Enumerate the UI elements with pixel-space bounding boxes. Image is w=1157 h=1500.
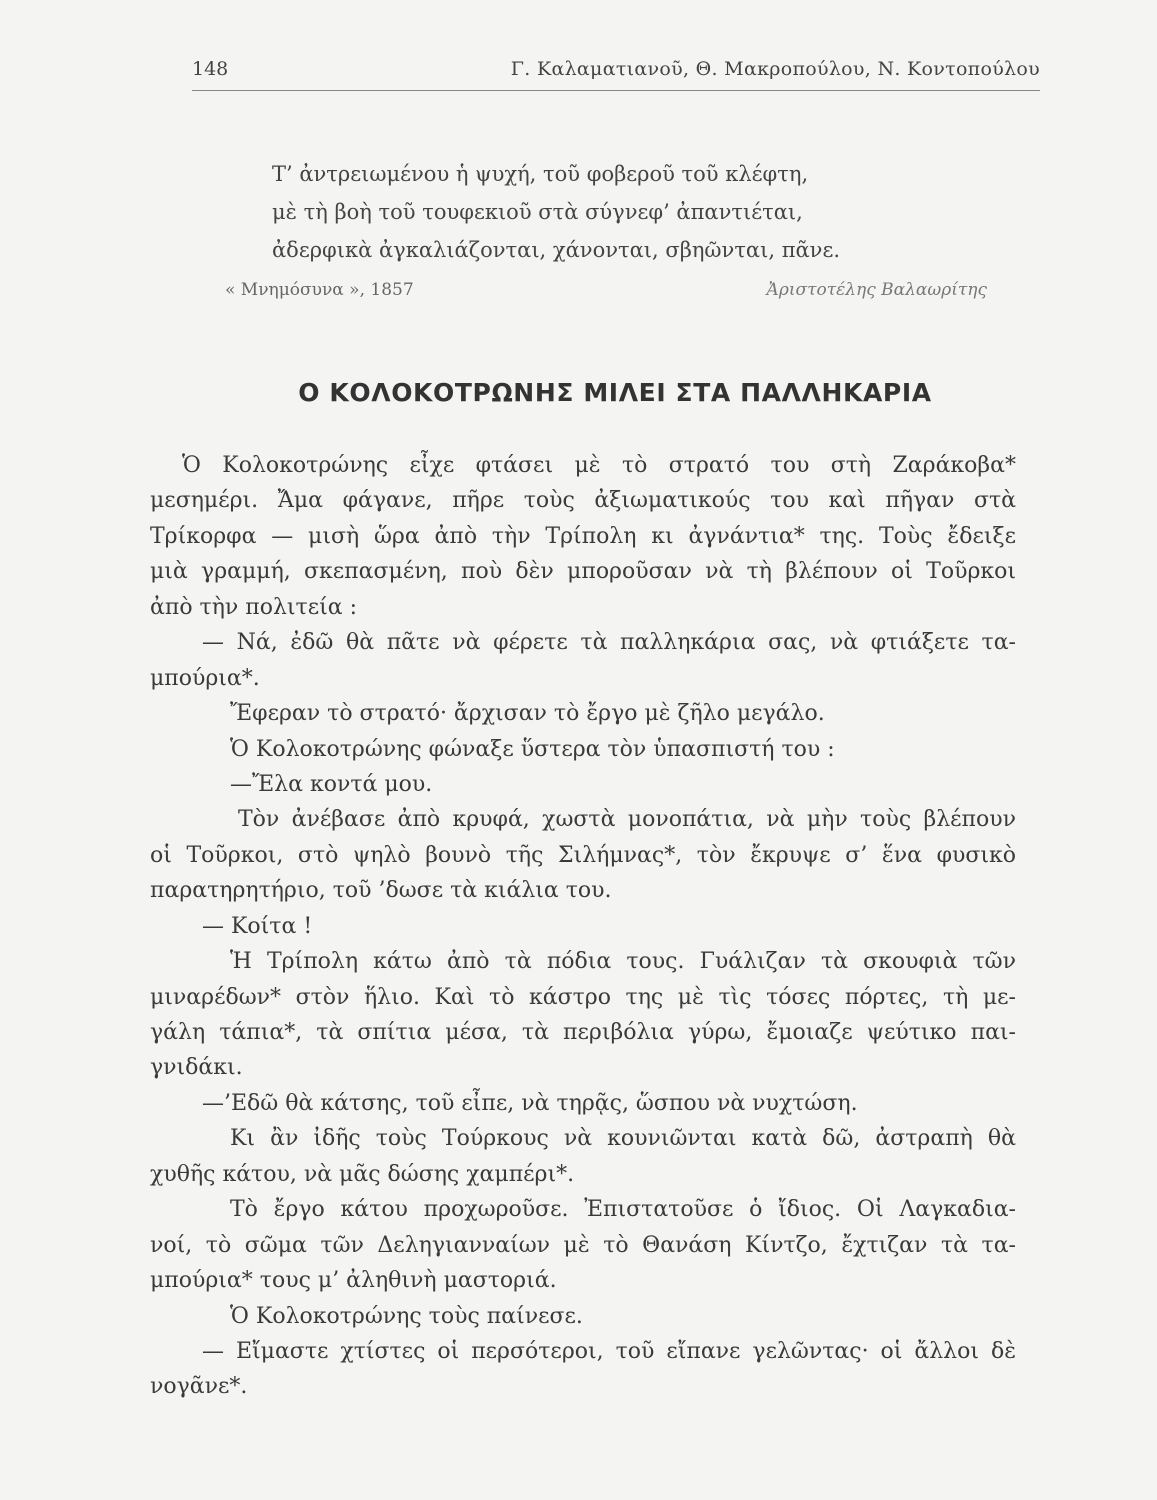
text-line: οἱ Τοῦρκοι, στὸ ψηλὸ βουνὸ τῆς Σιλήμνας*, τὸν ἔκρυψε σ’ ἕνα φυσικὸ <box>150 842 1016 868</box>
text-line: Ἡ Τρίπολη κάτω ἀπὸ τὰ πόδια τους. Γυάλιζαν τὰ σκουφιὰ τῶν <box>230 949 1016 975</box>
text-line: γνιδάκι. <box>150 1055 243 1081</box>
page-number: 148 <box>192 58 229 80</box>
poem-line: ἀδερφικὰ ἀγκαλιάζονται, χάνονται, σβηῶνται, πᾶνε. <box>272 238 841 262</box>
text-line: — Νά, ἐδῶ θὰ πᾶτε νὰ φέρετε τὰ παλληκάρια σας, νὰ φτιάξετε τα- <box>202 630 1016 656</box>
text-line: — Κοίτα ! <box>202 913 313 939</box>
text-line: Ὁ Κολοκοτρώνης φώναξε ὕστερα τὸν ὑπασπιστή του : <box>230 736 835 762</box>
text-line: μπούρια* τους μ’ ἀληθινὴ μαστοριά. <box>150 1268 557 1294</box>
text-line: —Ἔλα κοντά μου. <box>230 771 433 797</box>
section-title: Ο ΚΟΛΟΚΟΤΡΩΝΗΣ ΜΙΛΕΙ ΣΤΑ ΠΑΛΛΗΚΑΡΙΑ <box>298 378 932 407</box>
text-line: ἀπὸ τὴν πολιτεία : <box>150 594 358 620</box>
text-line: Ὁ Κολοκοτρώνης εἶχε φτάσει μὲ τὸ στρατό του στὴ Ζαράκοβα* <box>182 453 1016 478</box>
page-header <box>192 58 1040 91</box>
text-line: μπούρια*. <box>150 665 260 691</box>
running-head-authors: Γ. Καλαματιανοῦ, Θ. Μακροπούλου, Ν. Κοντοπούλου <box>510 58 1040 80</box>
text-line: Ἔφεραν τὸ στρατό· ἄρχισαν τὸ ἔργο μὲ ζῆλο μεγάλο. <box>230 701 825 727</box>
text-line: Τρίκορφα — μισὴ ὥρα ἀπὸ τὴν Τρίπολη κι ἀγνάντια* της. Τοὺς ἔδειξε <box>150 523 1016 549</box>
text-line: Τὸν ἀνέβασε ἀπὸ κρυφά, χωστὰ μονοπάτια, νὰ μὴν τοὺς βλέπουν <box>238 807 1016 833</box>
text-line: Τὸ ἔργο κάτου προχωροῦσε. Ἐπιστατοῦσε ὁ ἴδιος. Οἱ Λαγκαδια- <box>230 1197 1016 1223</box>
text-line: Κι ἂν ἰδῆς τοὺς Τούρκους νὰ κουνιῶνται κατὰ δῶ, ἀστραπὴ θὰ <box>230 1126 1016 1152</box>
text-line: νοί, τὸ σῶμα τῶν Δεληγιανναίων μὲ τὸ Θανάση Κίντζο, ἔχτιζαν τὰ τα- <box>150 1232 1016 1258</box>
poem-line: μὲ τὴ βοὴ τοῦ τουφεκιοῦ στὰ σύγνεφ’ ἀπαντιέται, <box>272 200 803 224</box>
text-line: μιὰ γραμμή, σκεπασμένη, ποὺ δὲν μποροῦσαν νὰ τὴ βλέπουν οἱ Τοῦρκοι <box>150 559 1016 585</box>
poem-excerpt <box>272 155 992 269</box>
citation-source: « Μνημόσυνα », 1857 <box>225 280 414 300</box>
poem-line: Τ’ ἀντρειωμένου ἡ ψυχή, τοῦ φοβεροῦ τοῦ κλέφτη, <box>272 162 809 186</box>
text-line: χυθῆς κάτου, νὰ μᾶς δώσης χαμπέρι*. <box>150 1161 575 1187</box>
text-line: γάλη τάπια*, τὰ σπίτια μέσα, τὰ περιβόλια γύρω, ἔμοιαζε ψεύτικο παι- <box>150 1020 1016 1045</box>
story-text <box>150 448 1016 1405</box>
citation-author: Ἀριστοτέλης Βαλαωρίτης <box>766 280 987 300</box>
text-line: —’Εδῶ θὰ κάτσης, τοῦ εἶπε, νὰ τηρᾷς, ὥσπου νὰ νυχτώση. <box>202 1090 858 1116</box>
text-line: μιναρέδων* στὸν ἥλιο. Καὶ τὸ κάστρο της μὲ τὶς τόσες πόρτες, τὴ με- <box>150 984 1016 1010</box>
poem-citation <box>225 280 1005 308</box>
text-line: παρατηρητήριο, τοῦ ’δωσε τὰ κιάλια του. <box>150 878 612 904</box>
text-line: Ὁ Κολοκοτρώνης τοὺς παίνεσε. <box>230 1303 583 1329</box>
text-line: νογᾶνε*. <box>150 1374 248 1400</box>
text-line: — Εἴμαστε χτίστες οἱ περσότεροι, τοῦ εἴπανε γελῶντας· οἱ ἄλλοι δὲ <box>202 1338 1016 1364</box>
text-line: μεσημέρι. Ἄμα φάγανε, πῆρε τοὺς ἀξιωματικούς του καὶ πῆγαν στὰ <box>150 488 1016 514</box>
